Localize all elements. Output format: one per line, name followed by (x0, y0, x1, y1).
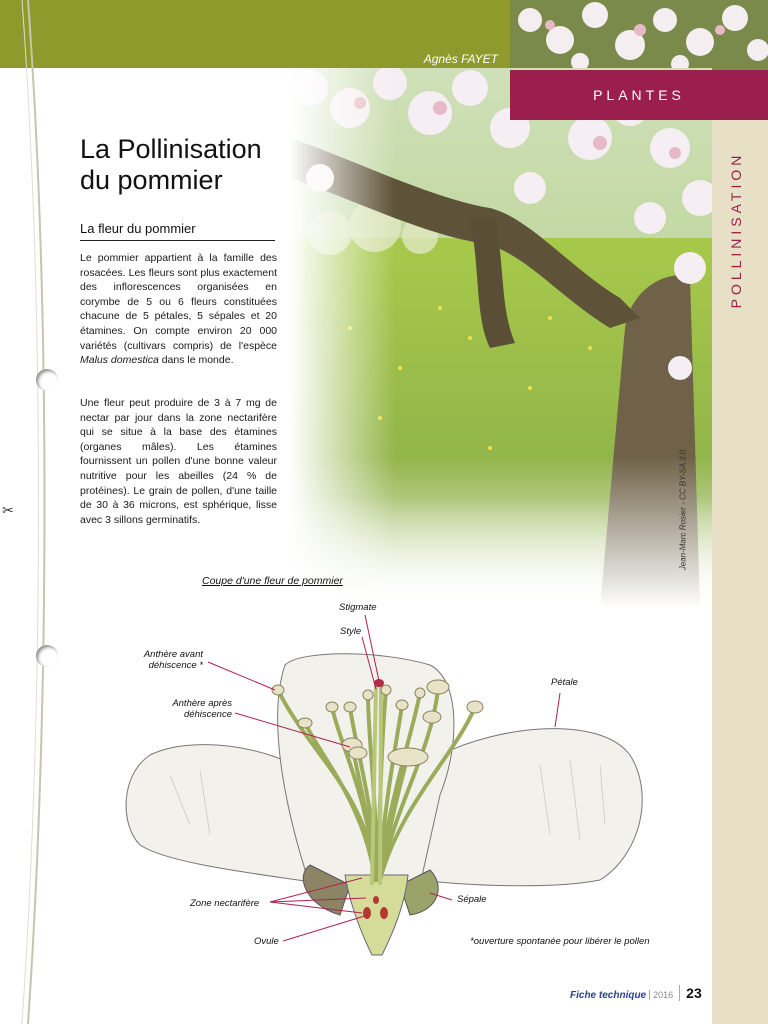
paragraph-1-text: Le pommier appartient à la famille des rosacées. Les fleurs sont plus exactement des inflorescences organisées en corymbe de 5 ou 6 fleurs constituées chacune de 5 pétales, 5 sépales et 20 étamines. On compte environ 20 000 variétés (cultivars compris) de l'espèce (80, 252, 277, 352)
page-title (80, 134, 290, 196)
scissors-icon: ✂ (2, 503, 14, 519)
diagram-title: Coupe d'une fleur de pommier (202, 575, 343, 587)
receptacle (345, 875, 408, 955)
vertical-section-title (726, 135, 746, 325)
footer-label: Fiche technique (570, 990, 647, 1001)
label-ovule: Ovule (254, 936, 279, 947)
section-subtitle: La fleur du pommier (80, 221, 275, 241)
binder-curve (18, 0, 46, 1024)
apple-tree-photo (290, 68, 712, 608)
label-anthere-avant-2: déhiscence * (148, 660, 203, 671)
species-name: Malus domestica (80, 354, 159, 367)
binder-hole-bottom (36, 645, 58, 667)
photo-credit (676, 430, 690, 590)
label-petale: Pétale (551, 677, 578, 688)
label-style: Style (340, 626, 362, 637)
section-tag: PLANTES (510, 70, 768, 120)
label-anthere-apres-2: déhiscence (183, 709, 232, 720)
footer-year: 2016 (649, 990, 673, 1000)
label-sepale: Sépale (457, 894, 487, 905)
label-anthere-avant-1: Anthère avant (143, 649, 203, 660)
label-anthere-apres-1: Anthère après (172, 698, 232, 709)
page-footer (570, 985, 702, 1003)
paragraph-2: Une fleur peut produire de 3 à 7 mg de nectar par jour dans la zone nectarifère qui se situe à la base des étamines (organes mâles). Les étamines fournissent un pollen d'une bonne valeur nutritive pour les abeilles (24 % de protéines). Le grain de pollen, d'une taille de 30 à 36 microns, est sphérique, lisse avec 3 sillons germinatifs. (80, 397, 277, 526)
page-number: 23 (679, 985, 702, 1001)
petal-right (420, 729, 642, 886)
binder-hole-top (36, 369, 58, 391)
paragraph-1-end: dans le monde. (158, 354, 234, 367)
blossom-strip (510, 0, 768, 70)
photo-credit-text: Jean-Marc Rosier - CC BY-SA 3.0 (678, 449, 688, 571)
author-name: Agnès FAYET (423, 52, 498, 66)
label-anthere-apres (160, 698, 232, 720)
label-stigmate: Stigmate (339, 602, 377, 613)
diagram-footnote: *ouverture spontanée pour libérer le pollen (470, 936, 650, 947)
title-line-2: du pommier (80, 165, 223, 195)
title-line-1: La Pollinisation (80, 134, 262, 164)
paragraph-1 (80, 251, 277, 368)
label-anthere-avant (133, 649, 203, 671)
label-zone-nectarifere: Zone nectarifère (190, 898, 260, 909)
vertical-section-title-text: POLLINISATION (728, 151, 744, 309)
